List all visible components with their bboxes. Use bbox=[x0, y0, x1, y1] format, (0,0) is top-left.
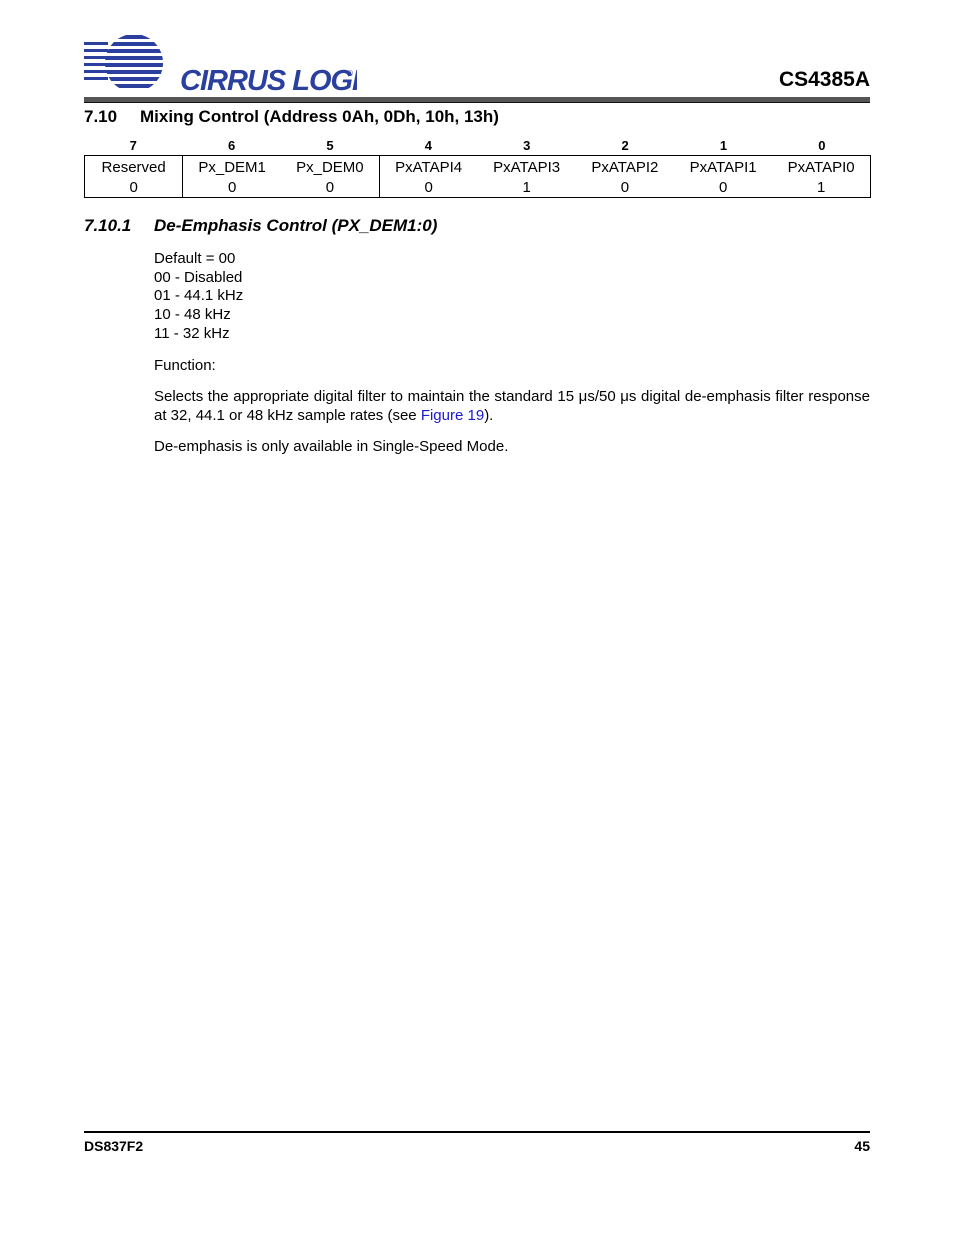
register-field-name: PxATAPI2 bbox=[591, 158, 659, 176]
register-field-name: PxATAPI4 bbox=[395, 158, 463, 176]
register-name-row bbox=[85, 156, 871, 178]
register-default-value: 0 bbox=[620, 178, 630, 196]
cirrus-logo-mark-icon bbox=[82, 32, 357, 94]
bit-number: 6 bbox=[227, 138, 236, 153]
page-number: 45 bbox=[854, 1138, 870, 1154]
single-speed-note: De-emphasis is only available in Single-Speed Mode. bbox=[154, 438, 509, 455]
setting-line: 00 - Disabled bbox=[154, 268, 243, 286]
register-table bbox=[84, 155, 871, 198]
setting-line: 11 - 32 kHz bbox=[154, 324, 230, 342]
function-label: Function: bbox=[154, 357, 216, 374]
register-field-name: Px_DEM0 bbox=[281, 156, 379, 178]
setting-line: Default = 00 bbox=[154, 250, 236, 267]
subsection-heading bbox=[84, 216, 437, 236]
bit-number: 3 bbox=[523, 138, 531, 153]
description-text-end: ). bbox=[484, 406, 494, 424]
setting-line: 01 - 44.1 kHz bbox=[154, 287, 244, 305]
document-id: DS837F2 bbox=[84, 1138, 144, 1154]
section-heading bbox=[84, 107, 499, 127]
register-field-name: Px_DEM1 bbox=[198, 158, 266, 176]
registered-mark: ® bbox=[347, 69, 353, 78]
bit-number: 2 bbox=[621, 138, 629, 153]
bit-number: 7 bbox=[129, 138, 137, 153]
register-default-value: 0 bbox=[718, 178, 728, 196]
bit-number: 5 bbox=[326, 138, 334, 153]
register-default-value: 0 bbox=[424, 178, 433, 196]
register-field-name: PxATAPI0 bbox=[787, 158, 855, 176]
register-default-value: 0 bbox=[281, 177, 379, 198]
register-default-value: 0 bbox=[85, 177, 183, 198]
part-number: CS4385A bbox=[778, 68, 870, 91]
function-description bbox=[154, 388, 870, 425]
setting-list bbox=[154, 250, 243, 344]
footer-rule bbox=[84, 1131, 870, 1133]
register-field-name: Reserved bbox=[85, 156, 183, 178]
subsection-title: De-Emphasis Control (PX_DEM1:0) bbox=[154, 216, 438, 235]
register-field-name: PxATAPI3 bbox=[493, 158, 561, 176]
bit-number: 4 bbox=[424, 138, 432, 153]
bit-number: 1 bbox=[719, 138, 728, 153]
bit-number-row bbox=[84, 138, 871, 153]
register-field-name: PxATAPI1 bbox=[689, 158, 757, 176]
register-default-row bbox=[85, 177, 871, 198]
description-text: Selects the appropriate digital filter to maintain the standard 15 μs/50 μs digital de-emphasis filter response at 32, 44.1 or 48 kHz sample rates (see bbox=[154, 388, 870, 424]
bit-number: 0 bbox=[818, 138, 826, 153]
figure-19-link[interactable]: Figure 19 bbox=[420, 406, 485, 424]
register-default-value: 1 bbox=[522, 178, 531, 196]
header-rule bbox=[84, 97, 870, 103]
logo-text: CIRRUS LOG bbox=[180, 65, 353, 94]
subsection-number: 7.10.1 bbox=[84, 216, 132, 235]
section-number: 7.10 bbox=[84, 107, 118, 126]
setting-line: 10 - 48 kHz bbox=[154, 306, 231, 324]
register-default-value: 1 bbox=[816, 178, 826, 196]
register-default-value: 0 bbox=[227, 178, 237, 196]
section-title: Mixing Control (Address 0Ah, 0Dh, 10h, 13h) bbox=[140, 107, 499, 126]
cirrus-logic-logo bbox=[82, 32, 357, 94]
